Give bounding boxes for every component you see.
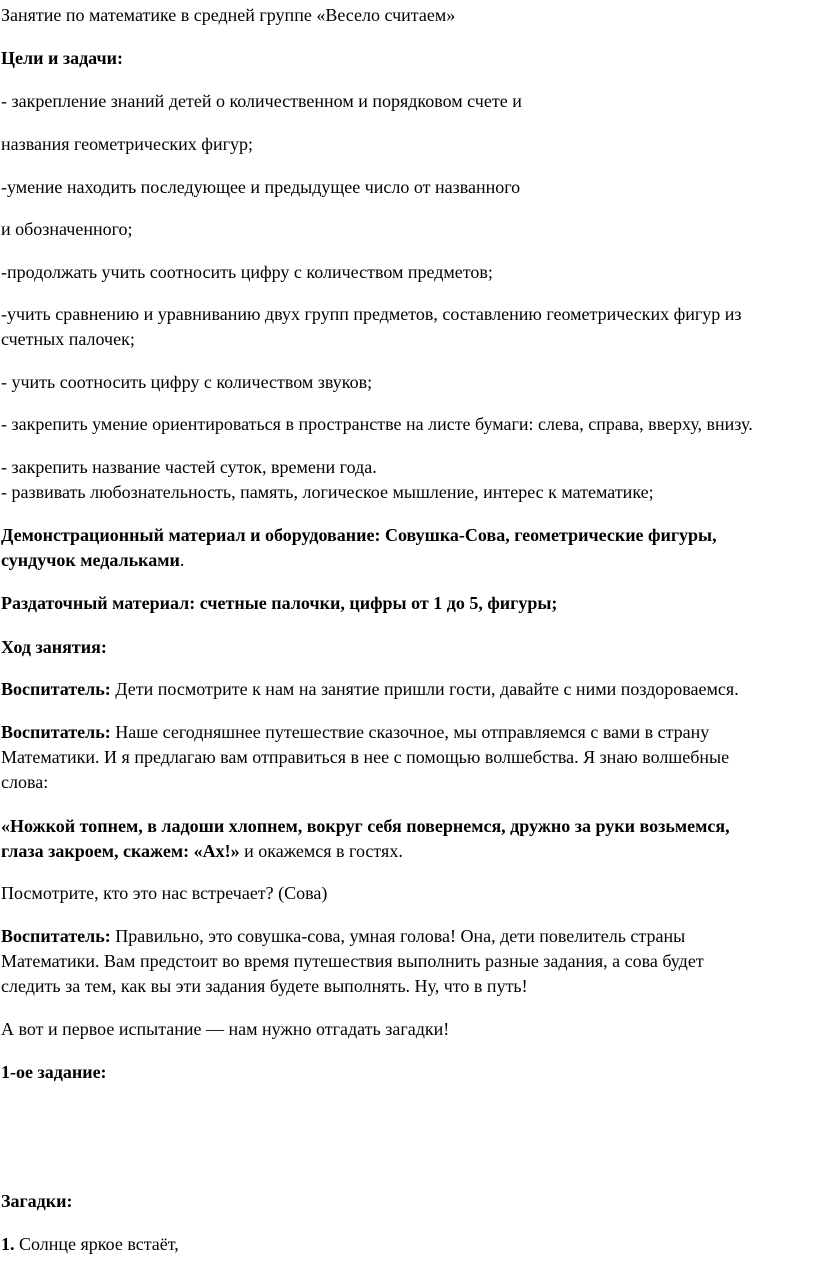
demo-materials-line-1: Демонстрационный материал и оборудование: Совушка-Сова, геометрические фигуры,	[1, 525, 717, 545]
paragraph-2-line-2: Математики. И я предлагаю вам отправиться в нее с помощью волшебства. Я знаю волшебные	[1, 747, 730, 767]
paragraph-5: А вот и первое испытание — нам нужно отгадать загадки!	[1, 1019, 450, 1039]
goals-line-2: названия геометрических фигур;	[1, 134, 253, 154]
goals-line-4: и обозначенного;	[1, 219, 133, 239]
goals-line-9: - закрепить умение ориентироваться в пространстве на листе бумаги: слева, справа, вверху, внизу.	[1, 414, 753, 434]
paragraph-4-line-2: Математики. Вам предстоит во время путешествия выполнить разные задания, а сова будет	[1, 951, 704, 971]
paragraph-4-line-1: Воспитатель: Правильно, это совушка-сова, умная голова! Она, дети повелитель страны	[1, 926, 686, 946]
riddles-heading: Загадки:	[1, 1191, 73, 1211]
document-title: Занятие по математике в средней группе «Весело считаем»	[1, 5, 456, 25]
paragraph-4-line-3: следить за тем, как вы эти задания будете выполнять. Ну, что в путь!	[1, 976, 528, 996]
goals-line-8: - учить соотносить цифру с количеством звуков;	[1, 372, 373, 392]
goals-heading: Цели и задачи:	[1, 48, 123, 68]
goals-line-6: -учить сравнению и уравниванию двух групп предметов, составлению геометрических фигур из	[1, 304, 742, 324]
paragraph-2-line-1: Воспитатель: Наше сегодняшнее путешествие сказочное, мы отправляемся с вами в страну	[1, 722, 710, 742]
paragraph-3: Посмотрите, кто это нас встречает? (Сова)	[1, 883, 328, 903]
goals-line-7: счетных палочек;	[1, 329, 135, 349]
riddle-1: 1. Солнце яркое встаёт,	[1, 1234, 179, 1254]
goals-line-3: -умение находить последующее и предыдущее число от названного	[1, 177, 521, 197]
magic-words-line-1: «Ножкой топнем, в ладоши хлопнем, вокруг себя повернемся, дружно за руки возьмемся,	[1, 816, 730, 836]
goals-line-1: - закрепление знаний детей о количественном и порядковом счете и	[1, 91, 522, 111]
paragraph-1: Воспитатель: Дети посмотрите к нам на занятие пришли гости, давайте с ними поздороваемся.	[1, 679, 739, 699]
goals-line-10: - закрепить название частей суток, времени года.	[1, 457, 377, 477]
course-heading: Ход занятия:	[1, 637, 107, 657]
goals-line-11: - развивать любознательность, память, логическое мышление, интерес к математике;	[1, 482, 654, 502]
task-1-heading: 1-ое задание:	[1, 1062, 107, 1082]
goals-line-5: -продолжать учить соотносить цифру с количеством предметов;	[1, 262, 493, 282]
handout-materials: Раздаточный материал: счетные палочки, цифры от 1 до 5, фигуры;	[1, 593, 558, 613]
magic-words-line-2: глаза закроем, скажем: «Ах!» и окажемся в гостях.	[1, 841, 403, 861]
paragraph-2-line-3: слова:	[1, 772, 49, 792]
demo-materials-line-2: сундучок медальками.	[1, 550, 185, 570]
